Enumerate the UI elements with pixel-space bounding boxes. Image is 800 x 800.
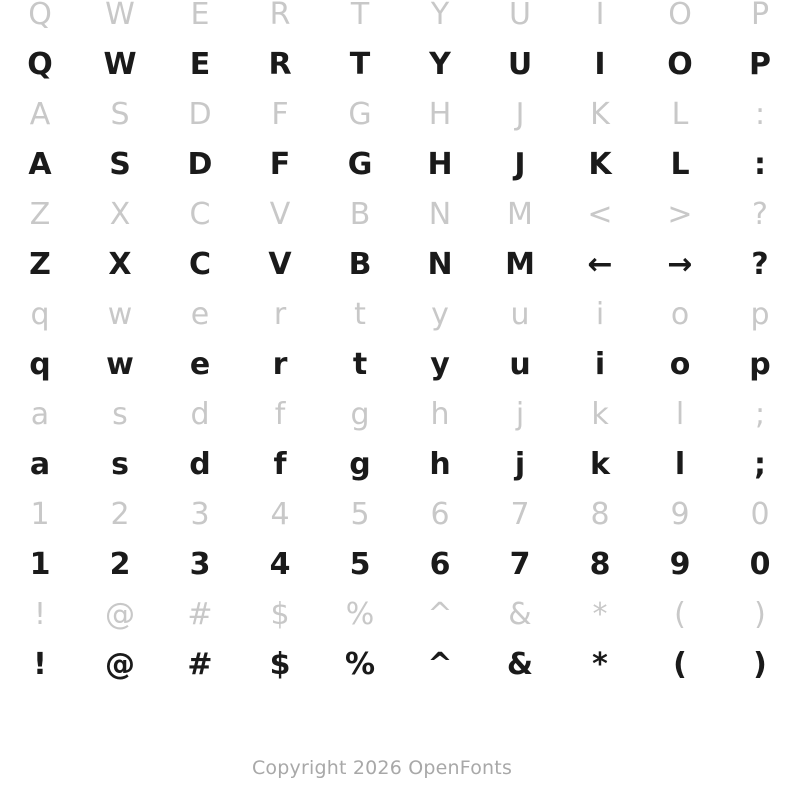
- glyph-row: [0, 347, 800, 400]
- glyph-cell: →: [667, 247, 693, 282]
- glyph-row: [0, 97, 800, 150]
- glyph-cell: #: [187, 647, 213, 682]
- glyph-cell: E: [189, 47, 211, 82]
- glyph-cell: 2: [110, 497, 130, 532]
- glyph-cell: Z: [29, 247, 51, 282]
- glyph-cell: i: [594, 347, 606, 382]
- glyph-cell: 9: [669, 547, 691, 582]
- glyph-cell: Y: [429, 47, 451, 82]
- glyph-cell: w: [106, 347, 134, 382]
- glyph-cell: 5: [350, 497, 370, 532]
- glyph-cell: L: [671, 97, 689, 132]
- glyph-cell: M: [507, 197, 533, 232]
- glyph-cell: P: [750, 0, 770, 32]
- glyph-cell: f: [274, 397, 286, 432]
- glyph-cell: u: [509, 347, 531, 382]
- glyph-cell: j: [515, 397, 525, 432]
- glyph-cell: y: [430, 347, 450, 382]
- glyph-cell: S: [110, 97, 130, 132]
- glyph-cell: 7: [510, 497, 530, 532]
- glyph-cell: r: [272, 347, 288, 382]
- footer: [0, 757, 800, 779]
- glyph-cell: 6: [430, 497, 450, 532]
- glyph-cell: d: [189, 447, 211, 482]
- glyph-cell: k: [591, 397, 609, 432]
- glyph-cell: ;: [754, 397, 766, 432]
- glyph-cell: G: [347, 147, 373, 182]
- glyph-cell: 3: [190, 497, 210, 532]
- glyph-cell: $: [270, 597, 290, 632]
- glyph-cell: d: [190, 397, 210, 432]
- glyph-cell: e: [189, 347, 211, 382]
- glyph-cell: 7: [509, 547, 531, 582]
- glyph-cell: D: [188, 97, 212, 132]
- glyph-cell: W: [105, 0, 135, 32]
- glyph-cell: R: [269, 0, 291, 32]
- glyph-cell: s: [112, 397, 128, 432]
- glyph-cell: o: [670, 297, 690, 332]
- glyph-cell: a: [29, 447, 51, 482]
- glyph-cell: X: [109, 197, 131, 232]
- glyph-cell: 4: [269, 547, 291, 582]
- glyph-cell: r: [273, 297, 287, 332]
- glyph-cell: p: [749, 347, 771, 382]
- glyph-cell: H: [427, 147, 453, 182]
- glyph-row: [0, 197, 800, 250]
- glyph-cell: I: [595, 0, 605, 32]
- glyph-cell: 1: [30, 497, 50, 532]
- glyph-cell: E: [190, 0, 210, 32]
- glyph-cell: O: [667, 47, 693, 82]
- glyph-cell: o: [669, 347, 691, 382]
- glyph-row: [0, 597, 800, 650]
- glyph-cell: &: [508, 597, 532, 632]
- glyph-cell: w: [107, 297, 133, 332]
- glyph-cell: C: [188, 247, 212, 282]
- glyph-cell: ^: [427, 597, 453, 632]
- glyph-cell: L: [670, 147, 690, 182]
- glyph-cell: 6: [429, 547, 451, 582]
- glyph-cell: T: [350, 0, 370, 32]
- glyph-cell: e: [190, 297, 210, 332]
- glyph-cell: *: [592, 647, 608, 682]
- glyph-cell: V: [269, 197, 291, 232]
- glyph-cell: %: [344, 647, 376, 682]
- glyph-cell: V: [268, 247, 292, 282]
- glyph-cell: D: [187, 147, 213, 182]
- glyph-cell: *: [592, 597, 608, 632]
- glyph-cell: t: [354, 297, 366, 332]
- glyph-cell: @: [105, 597, 135, 632]
- glyph-cell: l: [675, 397, 685, 432]
- glyph-row: [0, 397, 800, 450]
- glyph-cell: I: [594, 47, 606, 82]
- glyph-cell: 1: [29, 547, 51, 582]
- glyph-cell: h: [429, 447, 451, 482]
- glyph-cell: 0: [749, 547, 771, 582]
- glyph-cell: ←: [587, 247, 613, 282]
- glyph-cell: G: [348, 97, 372, 132]
- glyph-cell: N: [428, 197, 452, 232]
- glyph-cell: R: [268, 47, 292, 82]
- glyph-cell: 9: [670, 497, 690, 532]
- glyph-cell: !: [33, 647, 47, 682]
- glyph-row: [0, 147, 800, 200]
- glyph-cell: 8: [590, 497, 610, 532]
- glyph-cell: T: [349, 47, 371, 82]
- glyph-cell: k: [590, 447, 610, 482]
- glyph-cell: l: [674, 447, 686, 482]
- glyph-cell: 4: [270, 497, 290, 532]
- glyph-cell: N: [427, 247, 453, 282]
- glyph-cell: J: [515, 97, 525, 132]
- glyph-cell: B: [348, 247, 372, 282]
- glyph-row: [0, 47, 800, 100]
- glyph-cell: g: [349, 447, 371, 482]
- glyph-cell: Q: [27, 47, 53, 82]
- glyph-cell: ): [754, 597, 766, 632]
- glyph-cell: O: [668, 0, 692, 32]
- glyph-cell: J: [514, 147, 526, 182]
- glyph-cell: u: [510, 297, 530, 332]
- glyph-cell: q: [29, 347, 51, 382]
- glyph-cell: M: [505, 247, 535, 282]
- glyph-cell: &: [506, 647, 534, 682]
- glyph-cell: ?: [751, 247, 769, 282]
- glyph-cell: $: [269, 647, 291, 682]
- glyph-cell: (: [673, 647, 687, 682]
- glyph-cell: K: [590, 97, 610, 132]
- glyph-cell: Y: [430, 0, 450, 32]
- glyph-cell: K: [588, 147, 612, 182]
- glyph-cell: a: [30, 397, 50, 432]
- glyph-cell: Q: [28, 0, 52, 32]
- glyph-cell: W: [103, 47, 137, 82]
- glyph-cell: f: [273, 447, 287, 482]
- glyph-cell: C: [189, 197, 211, 232]
- glyph-cell: t: [352, 347, 368, 382]
- glyph-cell: q: [30, 297, 50, 332]
- glyph-cell: F: [271, 97, 289, 132]
- glyph-cell: :: [754, 97, 766, 132]
- glyph-cell: p: [750, 297, 770, 332]
- glyph-cell: h: [430, 397, 450, 432]
- glyph-cell: U: [509, 0, 531, 32]
- glyph-cell: ^: [427, 647, 453, 682]
- glyph-row: [0, 247, 800, 300]
- glyph-cell: j: [514, 447, 526, 482]
- glyph-cell: #: [187, 597, 213, 632]
- glyph-cell: ): [753, 647, 767, 682]
- glyph-cell: A: [28, 147, 52, 182]
- glyph-cell: 8: [589, 547, 611, 582]
- glyph-cell: g: [350, 397, 370, 432]
- glyph-cell: 2: [109, 547, 131, 582]
- glyph-cell: (: [674, 597, 686, 632]
- glyph-cell: ?: [752, 197, 768, 232]
- glyph-row: [0, 447, 800, 500]
- glyph-cell: X: [108, 247, 132, 282]
- glyph-row: [0, 297, 800, 350]
- glyph-cell: y: [431, 297, 449, 332]
- glyph-row: [0, 0, 800, 50]
- glyph-cell: ;: [754, 447, 766, 482]
- glyph-cell: >: [667, 197, 693, 232]
- glyph-row: [0, 547, 800, 600]
- glyph-cell: !: [33, 597, 47, 632]
- glyph-cell: Z: [29, 197, 51, 232]
- glyph-cell: A: [29, 97, 51, 132]
- glyph-cell: i: [595, 297, 605, 332]
- glyph-cell: @: [105, 647, 135, 682]
- glyph-cell: S: [109, 147, 131, 182]
- glyph-row: [0, 647, 800, 700]
- glyph-cell: 0: [750, 497, 770, 532]
- glyph-cell: B: [349, 197, 371, 232]
- glyph-cell: H: [428, 97, 452, 132]
- glyph-cell: F: [269, 147, 291, 182]
- glyph-cell: <: [587, 197, 613, 232]
- glyph-cell: 5: [349, 547, 371, 582]
- glyph-cell: s: [111, 447, 129, 482]
- glyph-cell: P: [749, 47, 771, 82]
- glyph-cell: :: [754, 147, 766, 182]
- glyph-cell: 3: [189, 547, 211, 582]
- glyph-cell: U: [507, 47, 533, 82]
- glyph-cell: %: [345, 597, 375, 632]
- glyph-row: [0, 497, 800, 550]
- copyright-notice: Copyright 2026 OpenFonts: [251, 757, 513, 779]
